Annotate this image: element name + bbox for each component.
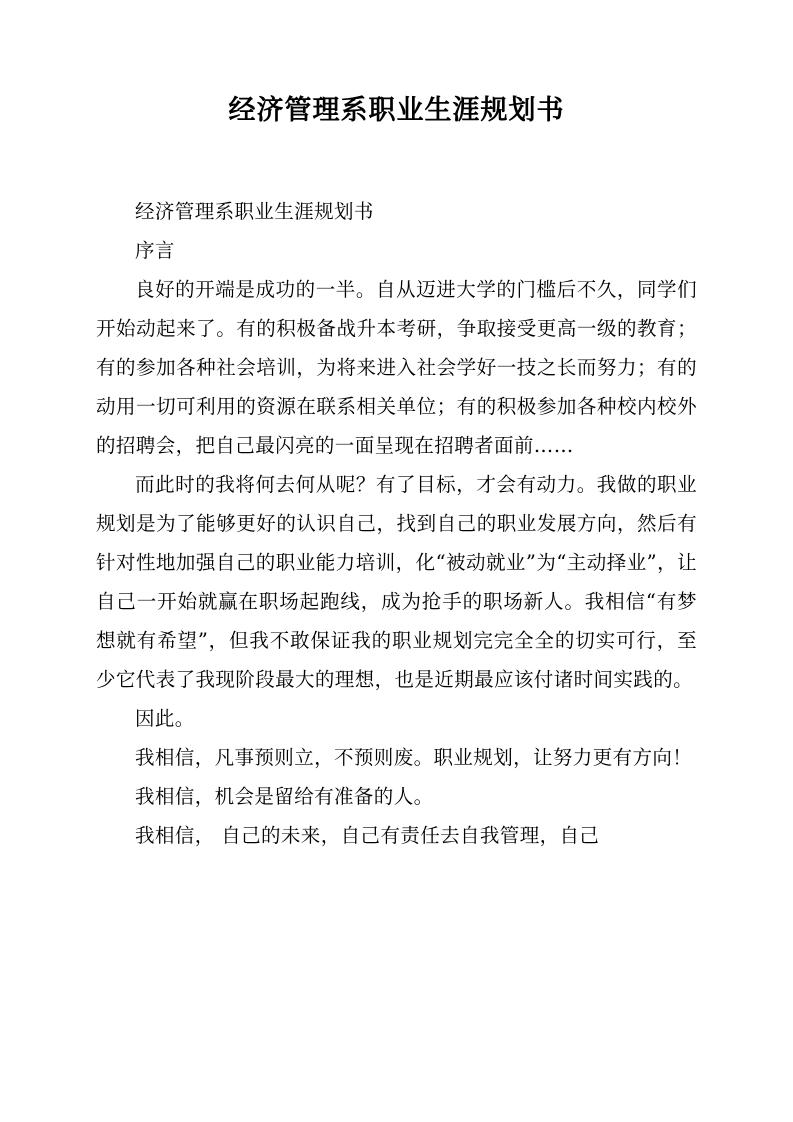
paragraph-4: 我相信，凡事预则立，不预则废。职业规划，让努力更有方向！ <box>135 745 693 769</box>
paragraph-preface-label: 序言 <box>135 238 175 262</box>
document-body <box>96 192 697 855</box>
paragraph-2: 而此时的我将何去何从呢？有了目标，才会有动力。我做的职业规划是为了能够更好的认识自己，找到自己的职业发展方向，然后有针对性地加强自己的职业能力培训，化“被动就业”为“主动择业”，让自己一开始就赢在职场起跑线，成为抢手的职场新人。我相信“有梦想就有希望”，但我不敢保证我的职业规划完完全全的切实可行，至少它代表了我现阶段最大的理想，也是近期最应该付诸时间实践的。 <box>96 472 697 691</box>
page-title: 经济管理系职业生涯规划书 <box>228 95 565 126</box>
paragraph-heading-repeat: 经济管理系职业生涯规划书 <box>135 199 374 223</box>
paragraph-1: 良好的开端是成功的一半。自从迈进大学的门槛后不久，同学们开始动起来了。有的积极备战升本考研，争取接受更高一级的教育；有的参加各种社会培训，为将来进入社会学好一技之长而努力；有的动用一切可利用的资源在联系相关单位；有的积极参加各种校内校外的招聘会，把自己最闪亮的一面呈现在招聘者面前…… <box>96 277 697 457</box>
paragraph-5: 我相信，机会是留给有准备的人。 <box>135 784 434 808</box>
paragraph-6: 我相信， 自己的未来，自己有责任去自我管理，自己 <box>135 823 600 847</box>
paragraph-3: 因此。 <box>135 706 195 730</box>
